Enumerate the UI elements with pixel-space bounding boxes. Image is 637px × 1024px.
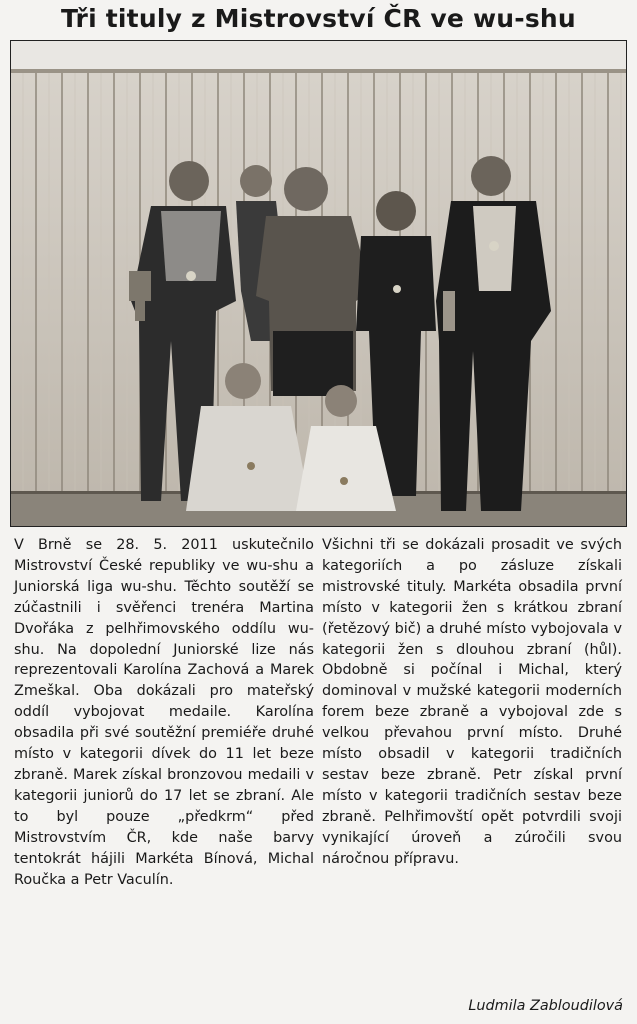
article-column-left	[14, 535, 314, 890]
author-byline: Ludmila Zabloudilová	[468, 998, 623, 1014]
article-headline: Tři tituly z Mistrovství ČR ve wu-shu	[61, 4, 576, 33]
group-photo	[10, 40, 627, 527]
article-column-right	[322, 535, 622, 870]
article-text-right: Všichni tři se dokázali prosadit ve svých kategoriích a po zásluze získali mistrovské tituly. Markéta obsadila první místo v kategorii žen s krátkou zbraní (řetězový bič) a druhé místo vybojovala v kategorii žen s dlouhou zbraní (hůl). Obdobně si počínal i Michal, který dominoval v mužské kategorii moderních forem beze zbraně a vybojoval zde s velkou převahou první místo. Druhé místo obsadil v kategorii tradičních sestav beze zbraně. Petr získal první místo v kategorii tradičních sestav beze zbraně. Pelhřimovští opět potvrdili svoji vynikající úroveň a zúročili svou náročnou přípravu.	[322, 537, 622, 867]
article-text-left: V Brně se 28. 5. 2011 uskutečnilo Mistrovství České republiky ve wu-shu a Juniorská liga wu-shu. Těchto soutěží se zúčastnili i svěřenci trenéra Martina Dvořáka z pelhřimovského oddílu wu-shu. Na dopolední Juniorské lize nás reprezentovali Karolína Zachová a Marek Zmeškal. Oba dokázali pro mateřský oddíl vybojovat medaile. Karolína obsadila při své soutěžní premiéře druhé místo v kategorii dívek do 11 let beze zbraně. Marek získal bronzovou medaili v kategorii juniorů do 17 let se zbraní. Ale to byl pouze „předkrm“ před Mistrovstvím ČR, kde naše barvy tentokrát hájili Markéta Bínová, Michal Roučka a Petr Vaculín.	[14, 537, 314, 888]
